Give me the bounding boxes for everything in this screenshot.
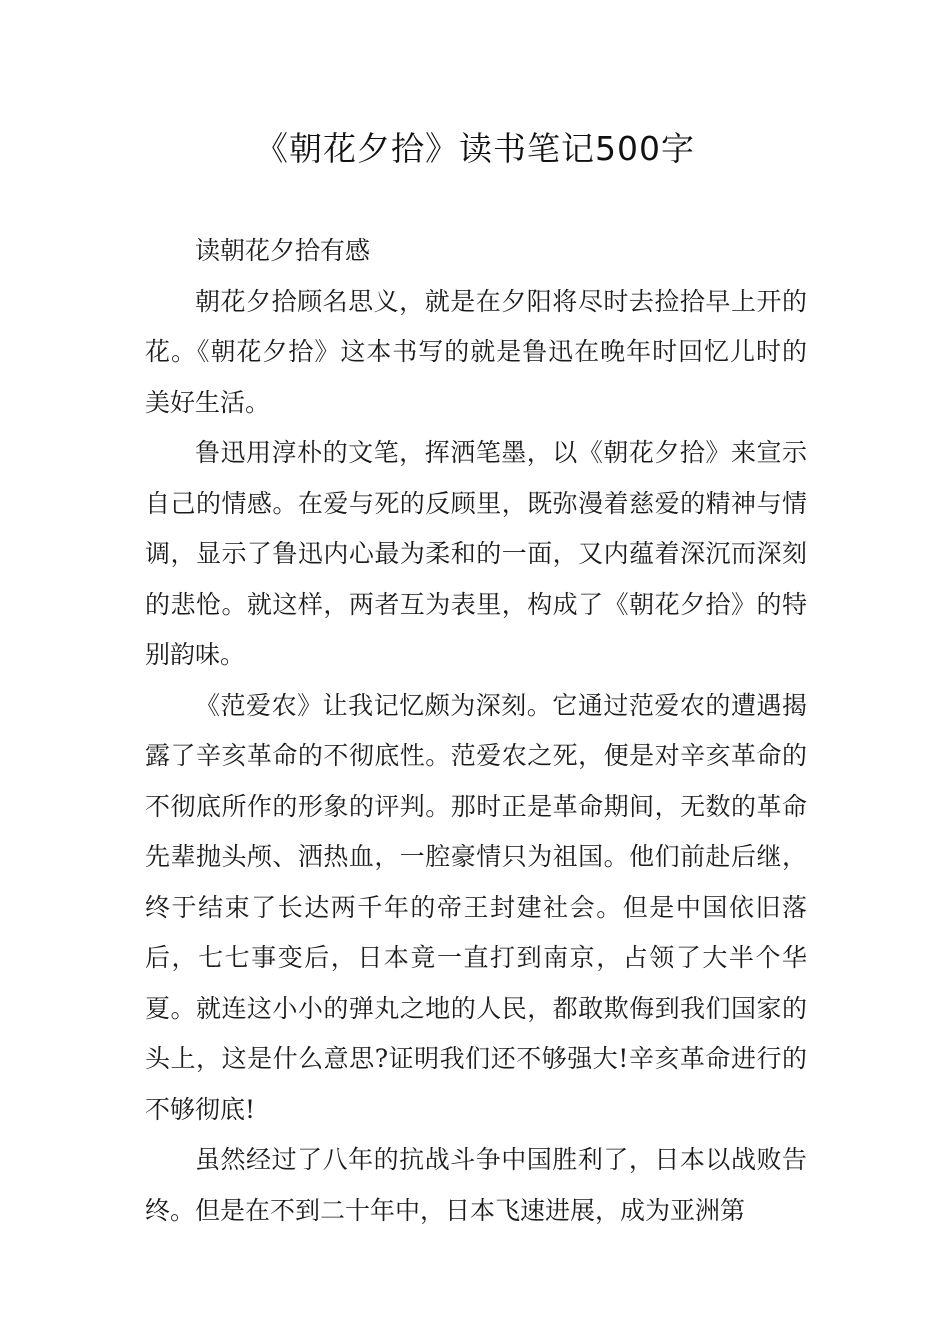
paragraph: 虽然经过了八年的抗战斗争中国胜利了，日本以战败告终。但是在不到二十年中，日本飞速进展，成为亚洲第 bbox=[145, 1145, 807, 1225]
paragraph: 鲁迅用淳朴的文笔，挥洒笔墨，以《朝花夕拾》来宣示自己的情感。在爱与死的反顾里，既弥漫着慈爱的精神与情调，显示了鲁迅内心最为柔和的一面，又内蕴着深沉而深刻的悲怆。就这样，两者互为表里，构成了《朝花夕拾》的特别韵味。 bbox=[145, 438, 807, 669]
document-title: 《朝花夕拾》读书笔记500字 bbox=[255, 129, 695, 168]
document-body bbox=[145, 226, 807, 1236]
paragraph: 朝花夕拾顾名思义，就是在夕阳将尽时去捡拾早上开的花。《朝花夕拾》这本书写的就是鲁迅在晚年时回忆儿时的美好生活。 bbox=[145, 286, 807, 417]
paragraph-heading: 读朝花夕拾有感 bbox=[195, 236, 371, 265]
paragraph: 《范爱农》让我记忆颇为深刻。它通过范爱农的遭遇揭露了辛亥革命的不彻底性。范爱农之死，便是对辛亥革命的不彻底所作的形象的评判。那时正是革命期间，无数的革命先辈抛头颅、洒热血，一腔豪情只为祖国。他们前赴后继，终于结束了长达两千年的帝王封建社会。但是中国依旧落后，七七事变后，日本竟一直打到南京，占领了大半个华夏。就连这小小的弹丸之地的人民，都敢欺侮到我们国家的头上，这是什么意思?证明我们还不够强大!辛亥革命进行的不够彻底! bbox=[145, 690, 807, 1124]
